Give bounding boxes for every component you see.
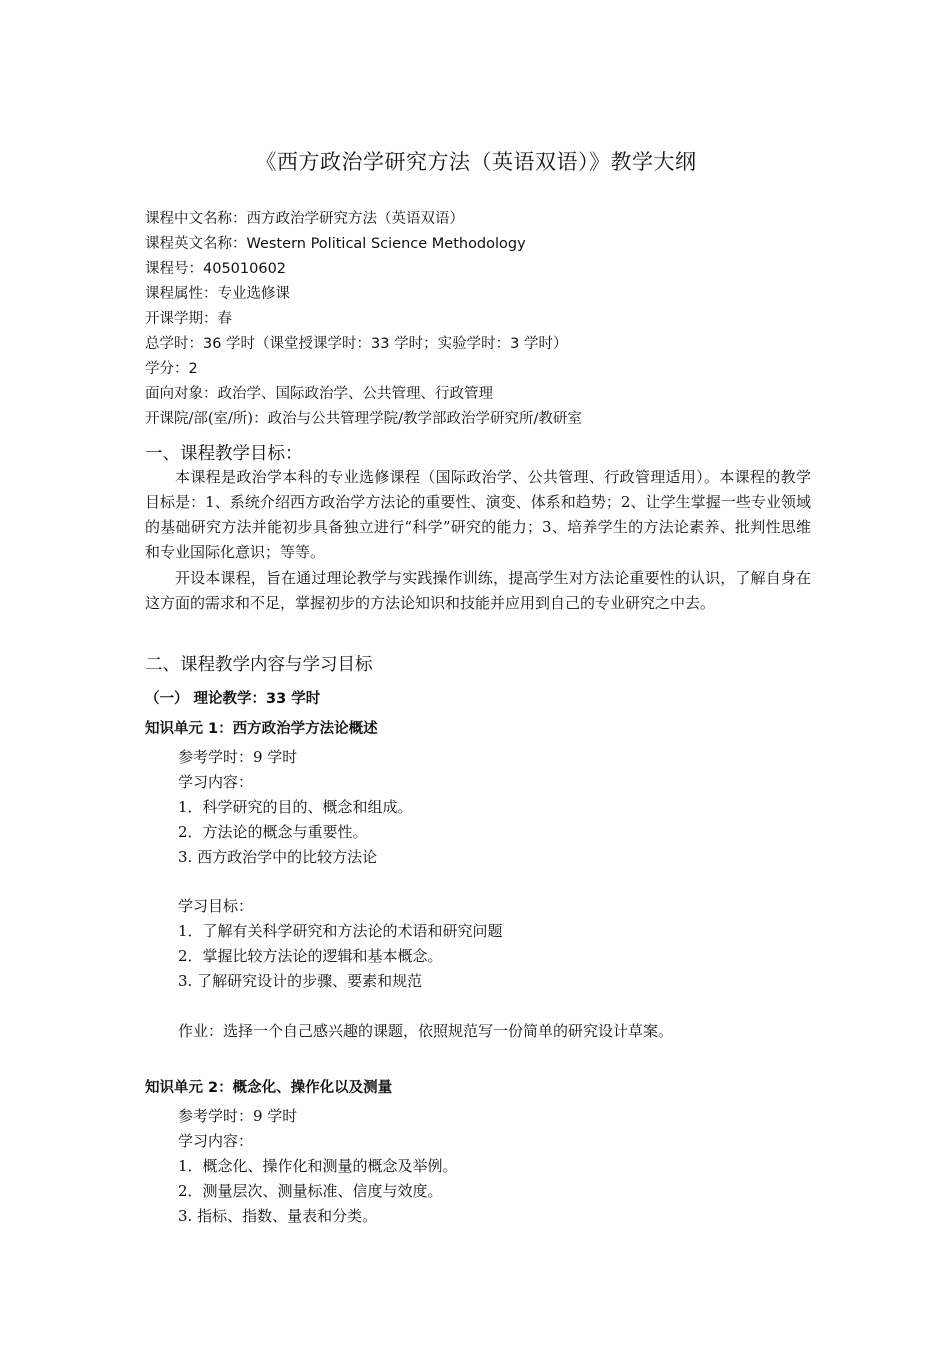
- list-item: 2．测量层次、测量标准、信度与效度。: [178, 1182, 443, 1200]
- course-info-row: 课程英文名称：Western Political Science Methodology: [145, 236, 526, 252]
- list-item: 1．概念化、操作化和测量的概念及举例。: [178, 1157, 458, 1175]
- paragraph: 本课程是政治学本科的专业选修课程（国际政治学、公共管理、行政管理适用）。本课程的教学目标是：1、系统介绍西方政治学方法论的重要性、演变、体系和趋势；2、让学生掌握一些专业领域的基础研究方法并能初步具备独立进行“科学”研究的能力；3、培养学生的方法论素养、批判性思维和专业国际化意识；等等。: [145, 468, 811, 561]
- list-item: 3. 指标、指数、量表和分类。: [178, 1207, 378, 1225]
- course-info-row: 开课学期：春: [145, 311, 232, 327]
- homework: 作业：选择一个自己感兴趣的课题，依照规范写一份简单的研究设计草案。: [178, 1022, 674, 1040]
- section-heading: 二、课程教学内容与学习目标: [145, 655, 373, 675]
- course-info-row: 开课院/部(室/所)：政治与公共管理学院/教学部政治学研究所/教研室: [145, 411, 582, 427]
- goals-label: 学习目标：: [178, 897, 254, 915]
- unit-hours: 参考学时：9 学时: [178, 1107, 298, 1125]
- course-info-row: 学分：2: [145, 361, 198, 377]
- section-heading: 一、课程教学目标：: [145, 444, 303, 464]
- list-item: 3. 西方政治学中的比较方法论: [178, 848, 378, 866]
- unit-hours: 参考学时：9 学时: [178, 748, 298, 766]
- course-info: [145, 207, 825, 432]
- content-label: 学习内容：: [178, 773, 254, 791]
- list-item: 2．方法论的概念与重要性。: [178, 823, 368, 841]
- list-item: 1．了解有关科学研究和方法论的术语和研究问题: [178, 922, 503, 940]
- course-info-row: 课程中文名称：西方政治学研究方法（英语双语）: [145, 211, 464, 227]
- unit-title: 知识单元 1：西方政治学方法论概述: [145, 721, 378, 737]
- paragraph: 开设本课程，旨在通过理论教学与实践操作训练，提高学生对方法论重要性的认识，了解自身在这方面的需求和不足，掌握初步的方法论知识和技能并应用到自己的专业研究之中去。: [145, 569, 811, 612]
- list-item: 2．掌握比较方法论的逻辑和基本概念。: [178, 947, 443, 965]
- subsection-heading: （一） 理论教学：33 学时: [145, 691, 321, 707]
- document-title: 《西方政治学研究方法（英语双语）》教学大纲: [255, 150, 697, 174]
- course-info-row: 课程号：405010602: [145, 261, 287, 277]
- list-item: 3. 了解研究设计的步骤、要素和规范: [178, 972, 423, 990]
- course-info-row: 总学时：36 学时（课堂授课学时：33 学时；实验学时：3 学时）: [145, 336, 568, 352]
- list-item: 1．科学研究的目的、概念和组成。: [178, 798, 413, 816]
- course-info-row: 课程属性：专业选修课: [145, 286, 290, 302]
- content-label: 学习内容：: [178, 1132, 254, 1150]
- course-info-row: 面向对象：政治学、国际政治学、公共管理、行政管理: [145, 386, 493, 402]
- unit-title: 知识单元 2：概念化、操作化以及测量: [145, 1080, 393, 1096]
